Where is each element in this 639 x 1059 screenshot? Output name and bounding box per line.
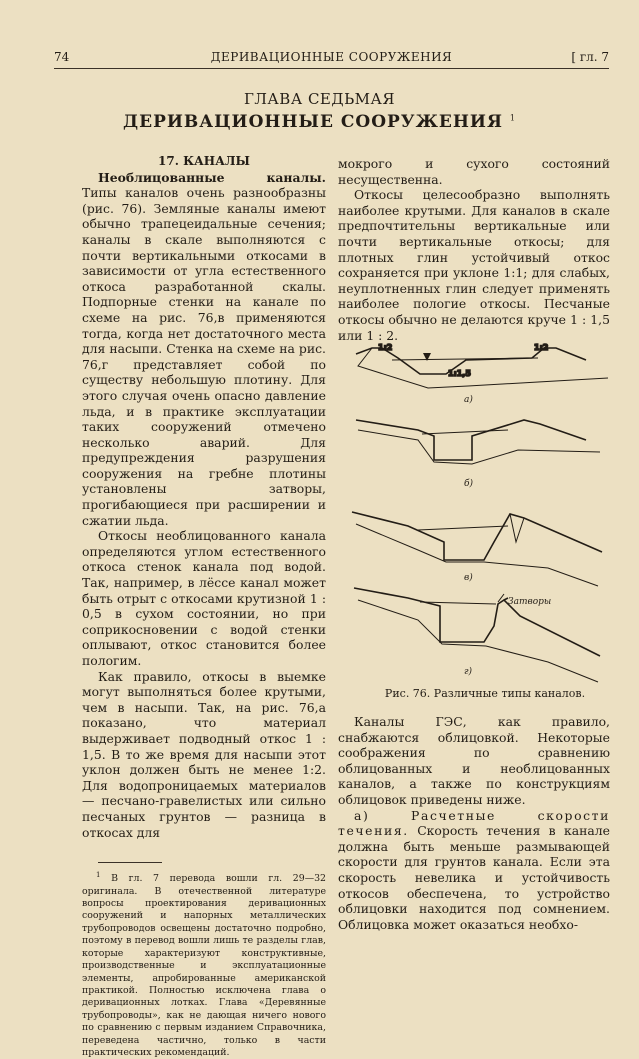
paragraph-lead: Необлицованные каналы.: [98, 169, 326, 185]
paragraph-lead-spaced: а) Расчетные скорости течения.: [338, 807, 610, 839]
label-b: б): [464, 479, 474, 489]
chapter-label: ГЛАВА СЕДЬМАЯ: [243, 90, 396, 108]
right-column-bottom: [338, 714, 610, 932]
paragraph-design-velocities: [338, 808, 610, 933]
left-column: [82, 154, 326, 1059]
slope-right-label: 1:2: [534, 343, 549, 352]
footnote-mark: 1: [96, 871, 101, 880]
diagram-v: [352, 512, 602, 586]
running-title: ДЕРИВАЦИОННЫЕ СООРУЖЕНИЯ: [210, 50, 453, 64]
chapter-title-text: ДЕРИВАЦИОННЫЕ СООРУЖЕНИЯ: [123, 112, 503, 132]
diagram-b: [356, 420, 600, 489]
paragraph-steep-slopes: Откосы целесообразно выполнять наиболее крутыми. Для каналов в скале предпочтительны вертикальные или почти вертикальные откосы; для плотных глин устойчивый откос сохраняется при уклоне 1:1; для слабых, неуплотненных глин следует применять наиболее пологие откосы. Песчаные откосы обычно не делаются круче 1 : 1,5 или 1 : 2.: [338, 187, 610, 343]
footnote: [82, 869, 326, 1059]
paragraph-continuation: мокрого и сухого состояний несущественна.: [338, 156, 610, 187]
page-number: 74: [54, 50, 70, 64]
paragraph-lined-canals: Каналы ГЭС, как правило, снабжаются облицовкой. Некоторые соображения по сравнению облицованных и необлицованных каналов, а также по конструкциям облицовок приведены ниже.: [338, 714, 610, 807]
paragraph-unlined-canals: [82, 170, 326, 529]
chapter-title: [0, 112, 639, 132]
paragraph-slopes: Откосы необлицованного канала определяются углом естественного откоса стенок канала под водой. Так, например, в лёссе канал может быть отрыт с откосами крутизной 1 : 0,5 в сухом состоянии, но при соприкосновении с водой стенки оплывают, откос становится более пологим.: [82, 528, 326, 668]
paragraph-rule: Как правило, откосы в выемке могут выполняться более крутыми, чем в насыпи. Так, на рис. 76,а показано, что материал выдерживает подводный откос 1 : 1,5. В то же время для насыпи этот уклон должен быть не менее 1:2. Для водопроницаемых материалов — песчано-гравелистых или сильно песчаных грунтов — разница в откосах для: [82, 668, 326, 840]
label-a: а): [464, 395, 473, 405]
footnote-rule: [98, 862, 162, 863]
label-v: в): [464, 573, 473, 583]
footnote-text: В гл. 7 перевода вошли гл. 29—32 оригинала. В отечественной литературе вопросы проектирования деривационных сооружений и напорных металлических трубопроводов освещены достаточно подробно, поэтому в перевод вошли лишь те разделы глав, которые характеризуют конструктивные, производственные и эксплуатационные элементы, апробированные американской практикой. Полностью исключена глава о деривационных лотках. Глава «Деревянные трубопроводы», как не дающая ничего нового по сравнению с первым изданием Справочника, переведена частично, только в части практических рекомендаций.: [82, 873, 327, 1058]
gates-label: Затворы: [508, 597, 552, 607]
paragraph-text: Скорость течения в канале должна быть меньше размывающей скорости для грунтов канала. Если эта скорость невелика и устойчивость откосов обеспечена, то устройство облицовки находится под сомнением. Облицовка может оказаться необхо-: [338, 823, 610, 932]
chapter-reference: [ гл. 7: [571, 50, 609, 64]
diagram-a: [356, 343, 608, 405]
section-heading: 17. КАНАЛЫ: [158, 154, 250, 168]
figure-caption: Рис. 76. Различные типы каналов.: [384, 687, 586, 700]
slope-bottom-label: 1:1,5: [448, 369, 471, 378]
running-header: [54, 50, 609, 69]
chapter-footnote-mark: 1: [509, 113, 516, 123]
slope-left-label: 1:2: [378, 343, 393, 352]
diagram-g: [354, 588, 600, 682]
figure-76: [348, 336, 616, 704]
paragraph-text: Типы каналов очень разнообразны (рис. 76). Земляные каналы имеют обычно трапецеидальные сечения; каналы в скале выполняются с почти вертикальными откосами в зависимости от угла естественного откоса разработанной скалы. Подпорные стенки на канале по схеме на рис. 76,в применяются тогда, когда нет достаточного места для насыпи. Стенка на схеме на рис. 76,г представляет собой по существу небольшую плотину. Для этого случая очень опасно давление льда, и в практике эксплуатации таких сооружений отмечено несколько аварий. Для предупреждения разрушения сооружения на гребне плотины установлены затворы, прогибающиеся при расширении и сжатии льда.: [82, 185, 326, 528]
canal-diagrams: [348, 336, 616, 704]
right-column-top: [338, 156, 610, 343]
label-g: г): [464, 667, 473, 677]
